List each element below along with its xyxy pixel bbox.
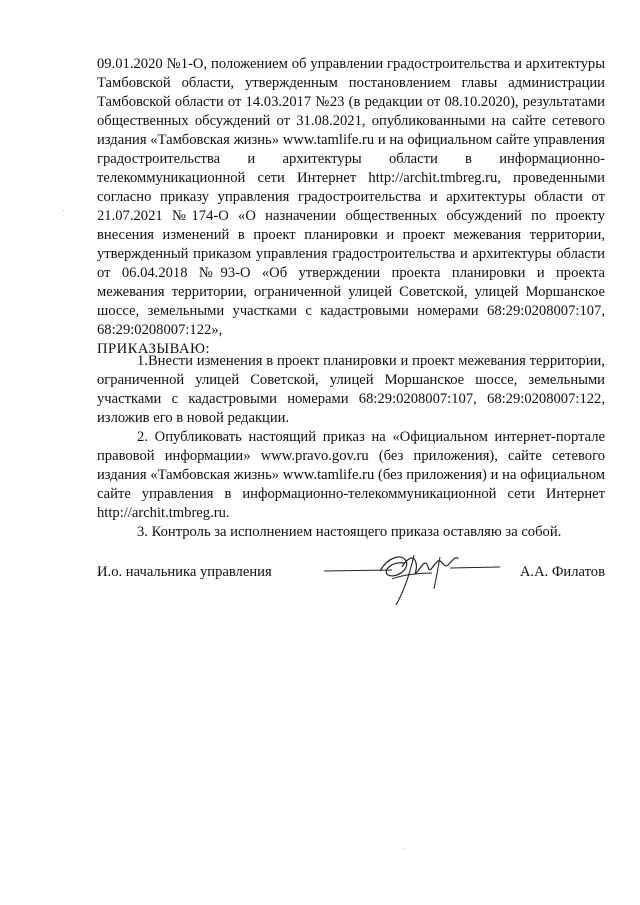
signature-block xyxy=(97,563,605,613)
signatory-position: И.о. начальника управления xyxy=(97,564,272,580)
scan-speck xyxy=(63,210,64,211)
order-item-3: 3. Контроль за исполнением настоящего приказа оставляю за собой. xyxy=(137,524,562,540)
preamble-paragraph xyxy=(97,55,605,359)
order-items xyxy=(97,352,605,542)
scan-speck xyxy=(403,848,404,849)
order-item-2: 2. Опубликовать настоящий приказ на «Официальном интернет-портале правовой информации» www.pravo.gov.ru (без приложения), сайте сетевого издания «Тамбовская жизнь» www.tamlife.ru (без приложения) и на официальном сайте управления в информационно-телекоммуникационной сети Интернет http://archit.tmbreg.ru. xyxy=(97,429,605,521)
handwritten-signature xyxy=(322,549,502,609)
preamble-text: 09.01.2020 №1-О, положением об управлении градостроительства и архитектуры Тамбовской области, утвержденным постановлением главы администрации Тамбовской области от 14.03.2017 №23 (в редакции от 08.10.2020), результатами общественных обсуждений от 31.08.2021, опубликованными на сайте сетевого издания «Тамбовская жизнь» www.tamlife.ru и на официальном сайте управления градостроительства и архитектуры области в информационно-телекоммуникационной сети Интернет http://archit.tmbreg.ru, проведенными согласно приказу управления градостроительства и архитектуры области от 21.07.2021 №174-О «О назначении общественных обсуждений по проекту внесения изменений в проект планировки и проект межевания территории, утвержденный приказом управления градостроительства и архитектуры области от 06.04.2018 №93-О «Об утверждении проекта планировки и проекта межевания территории, ограниченной улицей Советской, улицей Моршанское шоссе, земельными участками с кадастровыми номерами 68:29:0208007:107, 68:29:0208007:122», xyxy=(97,56,605,338)
order-word: ПРИКАЗЫВАЮ: xyxy=(97,341,211,357)
signatory-name: А.А. Филатов xyxy=(519,564,605,580)
order-item-1: 1.Внести изменения в проект планировки и проект межевания территории, ограниченной улицей Советской, улицей Моршанское шоссе, земельными участками с кадастровыми номерами 68:29:0208007:107, 68:29:0208007:122, изложив его в новой редакции. xyxy=(97,353,605,426)
